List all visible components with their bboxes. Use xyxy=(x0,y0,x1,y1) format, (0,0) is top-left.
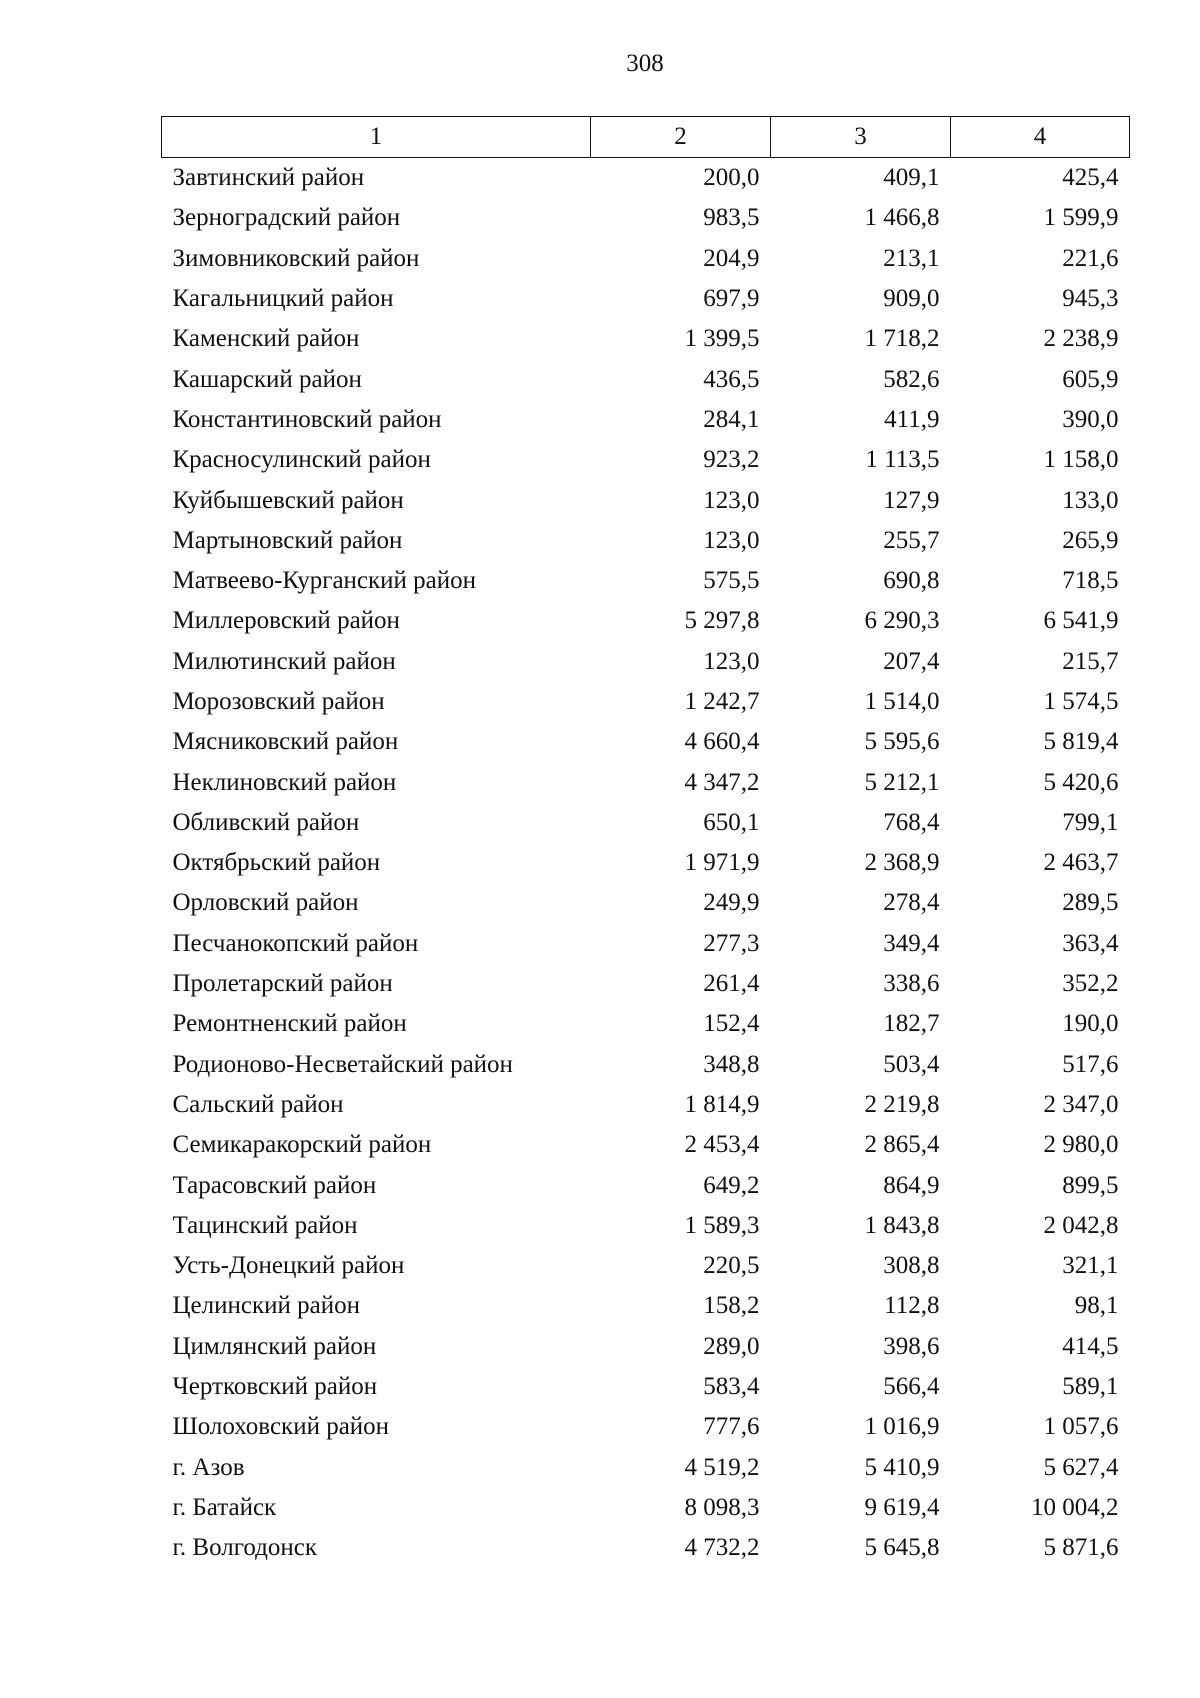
row-name-cell: Матвеево-Курганский район xyxy=(172,567,477,595)
row-name-cell: Семикаракорский район xyxy=(172,1131,432,1159)
value-cell-col3: 2 219,8 xyxy=(864,1090,940,1118)
row-name-cell: Милютинский район xyxy=(172,647,396,675)
value-cell-col2: 200,0 xyxy=(703,164,760,192)
row-name-cell: Мясниковский район xyxy=(172,728,399,756)
column-header-2: 2 xyxy=(591,117,771,158)
value-cell-col3: 582,6 xyxy=(883,365,940,393)
value-cell-col4: 133,0 xyxy=(1062,486,1119,514)
value-cell-col2: 348,8 xyxy=(703,1050,760,1078)
value-cell-col3: 213,1 xyxy=(883,244,940,272)
row-name-cell: Обливский район xyxy=(172,808,360,836)
table-row xyxy=(162,1286,1130,1326)
column-header-4: 4 xyxy=(951,117,1130,158)
value-cell-col4: 98,1 xyxy=(1074,1292,1119,1320)
value-cell-col3: 1 718,2 xyxy=(864,325,940,353)
value-cell-col2: 158,2 xyxy=(703,1292,760,1320)
table-row xyxy=(162,1246,1130,1286)
value-cell-col4: 2 463,7 xyxy=(1043,849,1119,877)
value-cell-col4: 2 980,0 xyxy=(1043,1131,1119,1159)
value-cell-col4: 5 871,6 xyxy=(1043,1534,1119,1562)
row-name-cell: Каменский район xyxy=(172,325,360,353)
value-cell-col3: 1 514,0 xyxy=(864,688,940,715)
value-cell-col2: 1 589,3 xyxy=(684,1211,760,1239)
row-name-cell: г. Азов xyxy=(172,1453,245,1481)
table-row xyxy=(162,480,1130,520)
value-cell-col2: 650,1 xyxy=(703,808,760,836)
table-row xyxy=(162,1125,1130,1165)
value-cell-col3: 566,4 xyxy=(883,1373,940,1401)
value-cell-col4: 945,3 xyxy=(1062,285,1119,313)
value-cell-col3: 349,4 xyxy=(883,929,940,957)
value-cell-col4: 605,9 xyxy=(1062,365,1119,393)
value-cell-col3: 1 113,5 xyxy=(865,446,940,474)
row-name-cell: Тацинский район xyxy=(172,1211,358,1239)
row-name-cell: г. Батайск xyxy=(172,1493,277,1521)
table-row xyxy=(162,682,1130,722)
row-name-cell: Октябрьский район xyxy=(172,849,381,877)
value-cell-col3: 1 466,8 xyxy=(864,204,940,232)
value-cell-col3: 1 016,9 xyxy=(864,1413,940,1441)
value-cell-col4: 1 057,6 xyxy=(1043,1413,1119,1441)
table-row xyxy=(162,1488,1130,1528)
row-name-cell: г. Волгодонск xyxy=(172,1534,318,1562)
value-cell-col4: 2 238,9 xyxy=(1043,325,1119,353)
value-cell-col3: 690,8 xyxy=(883,567,940,595)
header-row xyxy=(162,117,1130,158)
value-cell-col3: 9 619,4 xyxy=(864,1493,940,1521)
value-cell-col4: 5 627,4 xyxy=(1043,1453,1119,1481)
value-cell-col2: 649,2 xyxy=(703,1171,760,1199)
row-name-cell: Мартыновский район xyxy=(172,526,403,554)
value-cell-col4: 1 574,5 xyxy=(1043,688,1119,715)
row-name-cell: Пролетарский район xyxy=(172,970,393,998)
value-cell-col3: 5 212,1 xyxy=(864,768,940,796)
value-cell-col4: 265,9 xyxy=(1062,526,1119,554)
value-cell-col3: 278,4 xyxy=(883,889,940,917)
value-cell-col2: 983,5 xyxy=(703,204,760,232)
table-row xyxy=(162,601,1130,641)
row-name-cell: Константиновский район xyxy=(172,405,442,433)
row-name-cell: Орловский район xyxy=(172,889,359,917)
row-name-cell: Тарасовский район xyxy=(172,1171,377,1199)
table-row xyxy=(162,521,1130,561)
value-cell-col3: 768,4 xyxy=(883,808,940,836)
value-cell-col2: 4 519,2 xyxy=(684,1453,760,1481)
table-row xyxy=(162,239,1130,279)
value-cell-col2: 284,1 xyxy=(703,405,760,433)
table-row xyxy=(162,158,1130,199)
row-name-cell: Морозовский район xyxy=(172,688,385,715)
value-cell-col3: 5 410,9 xyxy=(864,1453,940,1481)
value-cell-col4: 899,5 xyxy=(1062,1171,1119,1199)
value-cell-col2: 1 814,9 xyxy=(684,1090,760,1118)
row-name-cell: Кагальницкий район xyxy=(172,285,394,313)
table-row xyxy=(162,359,1130,399)
table-row xyxy=(162,1528,1130,1568)
value-cell-col3: 182,7 xyxy=(883,1010,940,1038)
value-cell-col4: 425,4 xyxy=(1062,164,1119,192)
value-cell-col4: 414,5 xyxy=(1062,1332,1119,1360)
value-cell-col2: 575,5 xyxy=(703,567,760,595)
value-cell-col3: 411,9 xyxy=(884,405,940,433)
value-cell-col4: 718,5 xyxy=(1062,567,1119,595)
table-row xyxy=(162,843,1130,883)
value-cell-col2: 220,5 xyxy=(703,1252,760,1280)
row-name-cell: Усть-Донецкий район xyxy=(172,1252,405,1280)
value-cell-col4: 190,0 xyxy=(1062,1010,1119,1038)
value-cell-col2: 1 242,7 xyxy=(684,688,760,715)
row-name-cell: Шолоховский район xyxy=(172,1413,390,1441)
table-row xyxy=(162,400,1130,440)
row-name-cell: Зимовниковский район xyxy=(172,244,420,272)
row-name-cell: Миллеровский район xyxy=(172,607,400,635)
value-cell-col2: 123,0 xyxy=(703,486,760,514)
value-cell-col2: 123,0 xyxy=(703,526,760,554)
value-cell-col4: 1 599,9 xyxy=(1043,204,1119,232)
table-row xyxy=(162,883,1130,923)
value-cell-col2: 4 347,2 xyxy=(684,768,760,796)
value-cell-col4: 390,0 xyxy=(1062,405,1119,433)
value-cell-col2: 697,9 xyxy=(703,285,760,313)
value-cell-col3: 503,4 xyxy=(883,1050,940,1078)
value-cell-col3: 1 843,8 xyxy=(864,1211,940,1239)
value-cell-col4: 517,6 xyxy=(1062,1050,1119,1078)
value-cell-col2: 2 453,4 xyxy=(684,1131,760,1159)
value-cell-col2: 249,9 xyxy=(703,889,760,917)
table-header xyxy=(162,117,1130,158)
value-cell-col4: 321,1 xyxy=(1062,1252,1119,1280)
value-cell-col4: 215,7 xyxy=(1062,647,1119,675)
row-name-cell: Красносулинский район xyxy=(172,446,431,474)
value-cell-col3: 5 645,8 xyxy=(864,1534,940,1562)
value-cell-col2: 123,0 xyxy=(703,647,760,675)
table-row xyxy=(162,762,1130,802)
column-header-3: 3 xyxy=(771,117,951,158)
row-name-cell: Ремонтненский район xyxy=(172,1010,407,1038)
value-cell-col3: 5 595,6 xyxy=(864,728,940,756)
value-cell-col3: 398,6 xyxy=(883,1332,940,1360)
value-cell-col4: 5 819,4 xyxy=(1043,728,1119,756)
table-row xyxy=(162,1327,1130,1367)
value-cell-col3: 2 368,9 xyxy=(864,849,940,877)
value-cell-col4: 2 042,8 xyxy=(1043,1211,1119,1239)
table-row xyxy=(162,440,1130,480)
table-row xyxy=(162,1165,1130,1205)
value-cell-col4: 1 158,0 xyxy=(1043,446,1119,474)
table-row xyxy=(162,1448,1130,1488)
value-cell-col2: 1 971,9 xyxy=(684,849,760,877)
row-name-cell: Кашарский район xyxy=(172,365,362,393)
table-body xyxy=(162,158,1130,1569)
value-cell-col3: 112,8 xyxy=(884,1292,940,1320)
value-cell-col2: 777,6 xyxy=(703,1413,760,1441)
value-cell-col3: 207,4 xyxy=(883,647,940,675)
table-row xyxy=(162,319,1130,359)
value-cell-col2: 261,4 xyxy=(703,970,760,998)
data-table xyxy=(161,116,1130,1568)
value-cell-col2: 152,4 xyxy=(703,1010,760,1038)
table-row xyxy=(162,1004,1130,1044)
value-cell-col3: 2 865,4 xyxy=(864,1131,940,1159)
row-name-cell: Родионово-Несветайский район xyxy=(172,1050,513,1078)
row-name-cell: Неклиновский район xyxy=(172,768,397,796)
value-cell-col4: 221,6 xyxy=(1062,244,1119,272)
value-cell-col2: 5 297,8 xyxy=(684,607,760,635)
value-cell-col3: 6 290,3 xyxy=(864,607,940,635)
value-cell-col3: 909,0 xyxy=(883,285,940,313)
value-cell-col2: 923,2 xyxy=(703,446,760,474)
value-cell-col2: 8 098,3 xyxy=(684,1493,760,1521)
row-name-cell: Сальский район xyxy=(172,1090,344,1118)
row-name-cell: Песчанокопский район xyxy=(172,929,419,957)
value-cell-col2: 277,3 xyxy=(703,929,760,957)
value-cell-col4: 2 347,0 xyxy=(1043,1090,1119,1118)
value-cell-col4: 5 420,6 xyxy=(1043,768,1119,796)
table-row xyxy=(162,924,1130,964)
row-name-cell: Зерноградский район xyxy=(172,204,401,232)
value-cell-col2: 4 660,4 xyxy=(684,728,760,756)
value-cell-col2: 204,9 xyxy=(703,244,760,272)
table-row xyxy=(162,1367,1130,1407)
value-cell-col3: 127,9 xyxy=(883,486,940,514)
table-row xyxy=(162,964,1130,1004)
value-cell-col2: 436,5 xyxy=(703,365,760,393)
value-cell-col2: 583,4 xyxy=(703,1373,760,1401)
page-number: 308 xyxy=(626,50,664,77)
table-row xyxy=(162,279,1130,319)
row-name-cell: Чертковский район xyxy=(172,1373,378,1401)
table-row xyxy=(162,642,1130,682)
value-cell-col2: 4 732,2 xyxy=(684,1534,760,1562)
value-cell-col3: 338,6 xyxy=(883,970,940,998)
column-header-1: 1 xyxy=(162,117,591,158)
value-cell-col3: 308,8 xyxy=(883,1252,940,1280)
value-cell-col4: 6 541,9 xyxy=(1043,607,1119,635)
row-name-cell: Цимлянский район xyxy=(172,1332,377,1360)
value-cell-col2: 1 399,5 xyxy=(684,325,760,353)
value-cell-col4: 10 004,2 xyxy=(1031,1493,1119,1521)
table-row xyxy=(162,1407,1130,1447)
table-row xyxy=(162,1206,1130,1246)
table-row xyxy=(162,1045,1130,1085)
table-row xyxy=(162,1085,1130,1125)
row-name-cell: Целинский район xyxy=(172,1292,360,1320)
row-name-cell: Завтинский район xyxy=(172,164,365,192)
value-cell-col4: 589,1 xyxy=(1062,1373,1119,1401)
value-cell-col4: 289,5 xyxy=(1062,889,1119,917)
value-cell-col3: 864,9 xyxy=(883,1171,940,1199)
value-cell-col2: 289,0 xyxy=(703,1332,760,1360)
value-cell-col3: 409,1 xyxy=(883,164,940,192)
table-row xyxy=(162,198,1130,238)
value-cell-col4: 799,1 xyxy=(1062,808,1119,836)
row-name-cell: Куйбышевский район xyxy=(172,486,404,514)
value-cell-col4: 363,4 xyxy=(1062,929,1119,957)
table-row xyxy=(162,803,1130,843)
value-cell-col3: 255,7 xyxy=(883,526,940,554)
value-cell-col4: 352,2 xyxy=(1062,970,1119,998)
table-row xyxy=(162,561,1130,601)
table-row xyxy=(162,722,1130,762)
